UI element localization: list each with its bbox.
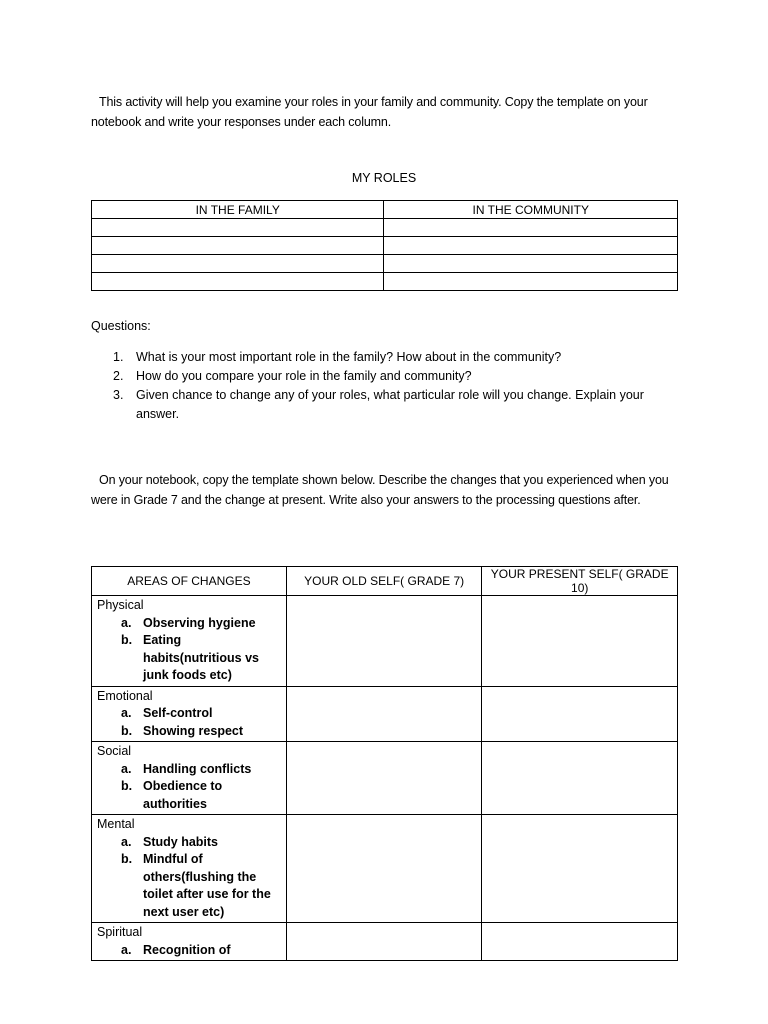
roles-empty-row: [92, 273, 678, 291]
area-title: Emotional: [97, 688, 153, 703]
community-cell: [384, 237, 678, 255]
header-areas-of-changes: AREAS OF CHANGES: [92, 567, 287, 596]
area-title: Spiritual: [97, 925, 143, 939]
question-item: [113, 386, 673, 424]
roles-empty-row: [92, 255, 678, 273]
header-old-self: YOUR OLD SELF( GRADE 7): [286, 567, 482, 596]
question-number: 3.: [113, 388, 124, 402]
question-number: 2.: [113, 369, 124, 383]
areas-of-changes-table: [91, 566, 678, 961]
area-row-spiritual: [92, 923, 678, 961]
area-title: Social: [97, 744, 132, 758]
roles-empty-row: [92, 219, 678, 237]
area-title: Mental: [97, 817, 135, 831]
area-row-emotional: [92, 686, 678, 742]
area-subitem: a. Observing hygiene: [121, 615, 256, 630]
area-cell: [92, 815, 287, 923]
roles-title: MY ROLES: [351, 171, 417, 185]
question-number: 1.: [113, 350, 124, 364]
old-self-cell: [286, 596, 482, 687]
old-self-cell: [286, 686, 482, 742]
question-text: What is your most important role in the family? How about in the community?: [136, 350, 562, 364]
question-text: Given chance to change any of your roles, what particular role will you change. Explain your answer.: [136, 388, 644, 421]
header-present-self: YOUR PRESENT SELF( GRADE 10): [482, 567, 678, 596]
old-self-cell: [286, 815, 482, 923]
area-subitem: b. Eating habits(nutritious vs junk foods etc): [121, 633, 259, 682]
old-self-cell: [286, 923, 482, 961]
present-self-cell: [482, 686, 678, 742]
header-in-the-family: IN THE FAMILY: [92, 201, 384, 219]
area-subitem: a. Study habits: [121, 834, 219, 849]
activity-instructions: This activity will help you examine your roles in your family and community. Copy the template on your notebook and write your responses under each column.: [91, 95, 648, 129]
question-item: [113, 348, 673, 367]
family-cell: [92, 255, 384, 273]
area-title: Physical: [97, 598, 144, 612]
changes-instructions: On your notebook, copy the template shown below. Describe the changes that you experienced when you were in Grade 7 and the change at present. Write also your answers to the processing questions after.: [91, 473, 669, 507]
community-cell: [384, 219, 678, 237]
area-cell: [92, 742, 287, 815]
area-row-physical: [92, 596, 678, 687]
area-cell: [92, 923, 287, 961]
family-cell: [92, 237, 384, 255]
area-cell: [92, 686, 287, 742]
area-subitem: a. Self-control: [121, 706, 213, 720]
question-text: How do you compare your role in the family and community?: [136, 369, 472, 383]
roles-empty-row: [92, 237, 678, 255]
area-subitem: b. Showing respect: [121, 723, 244, 738]
header-in-the-community: IN THE COMMUNITY: [384, 201, 678, 219]
present-self-cell: [482, 742, 678, 815]
question-item: [113, 367, 673, 386]
questions-label: Questions:: [91, 319, 151, 333]
present-self-cell: [482, 923, 678, 961]
old-self-cell: [286, 742, 482, 815]
roles-header-row: [92, 201, 678, 219]
my-roles-table: [91, 200, 678, 291]
family-cell: [92, 219, 384, 237]
area-subitem: a. Recognition of: [121, 942, 231, 957]
area-subitem: b. Obedience to authorities: [121, 779, 223, 811]
questions-list: [113, 348, 673, 424]
area-subitem: b. Mindful of others(flushing the toilet after use for the next user etc): [121, 852, 271, 919]
community-cell: [384, 255, 678, 273]
area-row-social: [92, 742, 678, 815]
area-row-mental: [92, 815, 678, 923]
changes-header-row: [92, 567, 678, 596]
present-self-cell: [482, 815, 678, 923]
family-cell: [92, 273, 384, 291]
area-subitem: a. Handling conflicts: [121, 761, 252, 776]
area-cell: [92, 596, 287, 687]
present-self-cell: [482, 596, 678, 687]
community-cell: [384, 273, 678, 291]
